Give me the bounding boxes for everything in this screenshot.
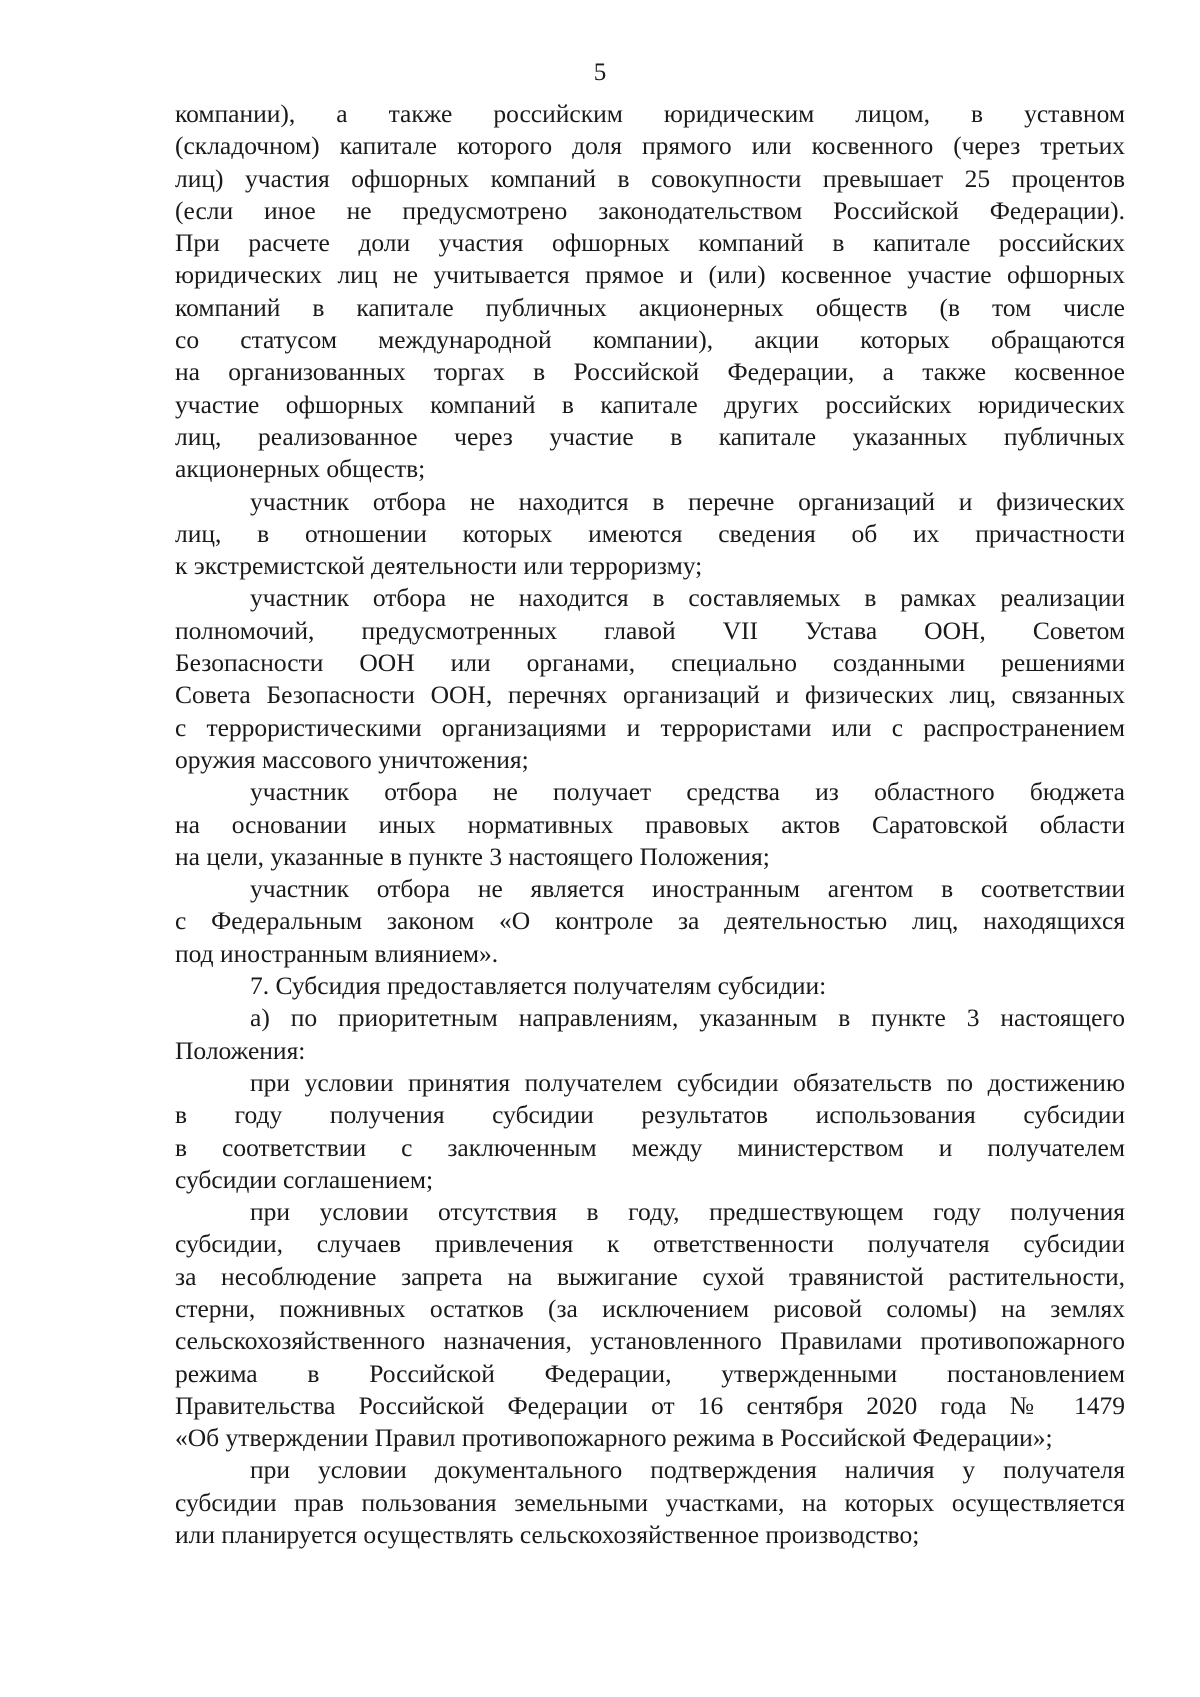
text-line: компаний в капитале публичных акционерных обществ (в том числе <box>175 292 1125 322</box>
text-line: участник отбора не получает средства из областного бюджета <box>250 777 1125 807</box>
text-line: участник отбора не находится в перечне организаций и физических <box>250 486 1125 516</box>
paragraph <box>175 1196 1125 1454</box>
text-line: Безопасности ООН или органами, специально созданными решениями <box>175 648 1125 678</box>
text-line: со статусом международной компании), акции которых обращаются <box>175 325 1125 355</box>
paragraph <box>175 873 1125 970</box>
text-line: в году получения субсидии результатов использования субсидии <box>175 1100 1125 1130</box>
text-line: «Об утверждении Правил противопожарного режима в Российской Федерации»; <box>175 1423 1053 1453</box>
text-line: при условии принятия получателем субсидии обязательств по достижению <box>250 1067 1125 1097</box>
text-line: (складочном) капитале которого доля прямого или косвенного (через третьих <box>175 131 1125 161</box>
paragraph <box>175 1067 1125 1196</box>
page-number: 5 <box>593 59 607 86</box>
text-line: с Федеральным законом «О контроле за деятельностью лиц, находящихся <box>175 906 1125 936</box>
text-line: субсидии, случаев привлечения к ответственности получателя субсидии <box>175 1229 1125 1259</box>
text-line: режима в Российской Федерации, утвержденными постановлением <box>175 1358 1125 1388</box>
text-line: или планируется осуществлять сельскохозяйственное производство; <box>175 1520 920 1550</box>
text-line: лиц, реализованное через участие в капитале указанных публичных <box>175 421 1125 451</box>
text-line: а) по приоритетным направлениям, указанным в пункте 3 настоящего <box>250 1003 1125 1033</box>
text-line: 7. Субсидия предоставляется получателям субсидии: <box>250 971 827 1001</box>
text-line: к экстремистской деятельности или терроризму; <box>175 551 703 581</box>
text-line: компании), а также российским юридическим лицом, в уставном <box>175 99 1125 128</box>
paragraph <box>175 970 1125 1002</box>
paragraph <box>175 582 1125 776</box>
paragraph <box>175 776 1125 873</box>
text-line: акционерных обществ; <box>175 454 426 484</box>
text-line: участник отбора не находится в составляемых в рамках реализации <box>250 583 1125 613</box>
text-line: под иностранным влиянием». <box>175 938 499 968</box>
text-line: юридических лиц не учитывается прямое и (или) косвенное участие офшорных <box>175 260 1125 290</box>
text-line: Положения: <box>175 1035 306 1065</box>
text-line: лиц) участия офшорных компаний в совокупности превышает 25 процентов <box>175 163 1125 193</box>
text-line: на цели, указанные в пункте 3 настоящего Положения; <box>175 841 770 871</box>
text-line: с террористическими организациями и террористами или с распространением <box>175 712 1125 742</box>
text-line: участник отбора не является иностранным агентом в соответствии <box>250 874 1125 904</box>
paragraph <box>175 1002 1125 1067</box>
paragraph <box>175 486 1125 583</box>
text-line: субсидии прав пользования земельными участками, на которых осуществляется <box>175 1487 1125 1517</box>
document-body <box>175 98 1125 1551</box>
text-line: при условии отсутствия в году, предшествующем году получения <box>250 1197 1125 1227</box>
text-line: субсидии соглашением; <box>175 1164 434 1194</box>
text-line: (если иное не предусмотрено законодательством Российской Федерации). <box>175 195 1125 225</box>
text-line: сельскохозяйственного назначения, установленного Правилами противопожарного <box>175 1326 1125 1356</box>
text-line: в соответствии с заключенным между министерством и получателем <box>175 1132 1125 1162</box>
text-line: При расчете доли участия офшорных компаний в капитале российских <box>175 228 1125 258</box>
text-line: полномочий, предусмотренных главой VII Устава ООН, Советом <box>175 615 1125 645</box>
text-line: лиц, в отношении которых имеются сведения об их причастности <box>175 518 1125 548</box>
text-line: при условии документального подтверждения наличия у получателя <box>250 1455 1125 1485</box>
text-line: за несоблюдение запрета на выжигание сухой травянистой растительности, <box>175 1261 1125 1291</box>
text-line: Совета Безопасности ООН, перечнях организаций и физических лиц, связанных <box>175 680 1125 710</box>
text-line: участие офшорных компаний в капитале других российских юридических <box>175 389 1125 419</box>
text-line: на организованных торгах в Российской Федерации, а также косвенное <box>175 357 1125 387</box>
text-line: стерни, пожнивных остатков (за исключением рисовой соломы) на землях <box>175 1293 1125 1323</box>
text-line: Правительства Российской Федерации от 16 сентября 2020 года № 1479 <box>175 1390 1125 1420</box>
paragraph <box>175 1454 1125 1551</box>
text-line: оружия массового уничтожения; <box>175 744 529 774</box>
paragraph <box>175 98 1125 486</box>
text-line: на основании иных нормативных правовых актов Саратовской области <box>175 809 1125 839</box>
